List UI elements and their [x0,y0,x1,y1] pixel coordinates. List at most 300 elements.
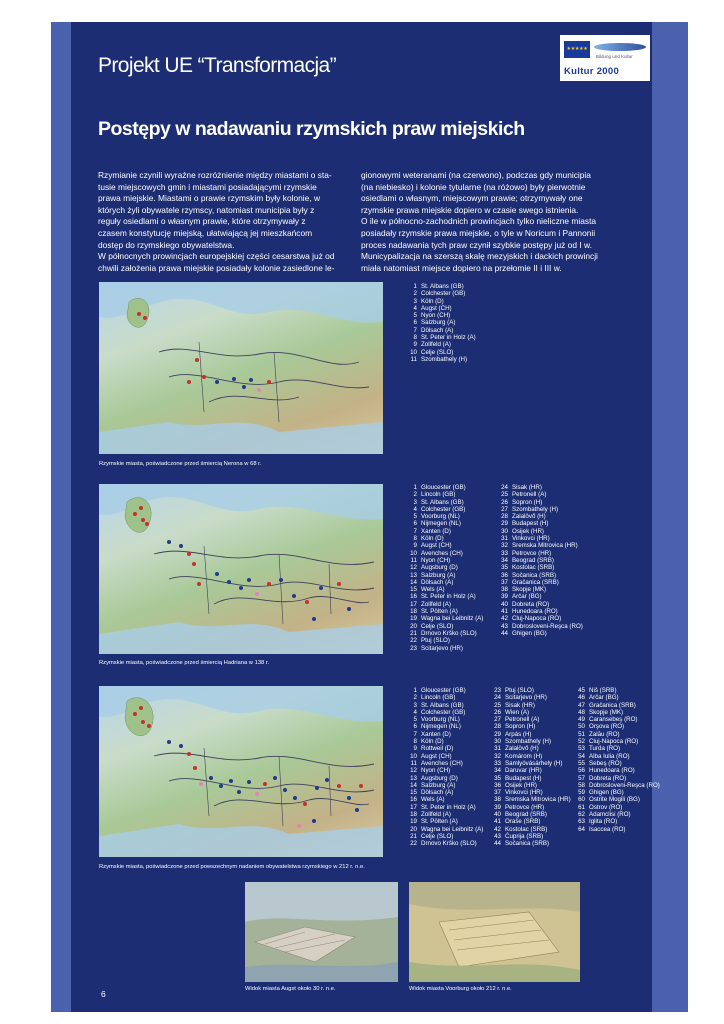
legend-town: Samlyóvásárhely (H) [505,759,563,767]
legend-town: Köln (D) [421,535,444,543]
map-212 [99,686,383,857]
legend-number: 34 [501,556,508,564]
legend-item [492,723,571,730]
legend-number: 43 [494,832,501,840]
intro-line: Municypalizacja na szerszą skalę mezyjskich i dackich prowincji [361,251,598,262]
legend-number: 63 [578,818,585,826]
intro-line: osiedlami o własnym, miejscowym prawie; otrzymywały one [361,193,583,204]
intro-line: prawa miejskie. Miastami o prawie rzymskim były kolonie, w [98,193,320,204]
legend-town: Petronell (A) [512,491,547,499]
legend-item [576,818,660,825]
intro-line: których żyli obywatele rzymscy, natomiast municipia były z [98,204,315,215]
legend-town: Dobreta (RO) [512,600,550,608]
legend-number: 52 [578,738,585,746]
legend-number: 29 [494,730,501,738]
legend-town: Sisak (HR) [505,701,535,709]
legend-number: 37 [494,789,501,797]
legend-town: Colchester (GB) [421,290,466,298]
legend-number: 12 [410,564,417,572]
legend-number: 54 [578,752,585,760]
legend-item [408,499,483,506]
legend-town: Ptuj (SLO) [505,687,534,694]
legend-item [408,789,483,796]
legend-town: Zalău (RO) [589,730,620,738]
legend-town: Ostrov (RO) [589,803,623,811]
legend-town: Zollfeld (A) [421,341,451,349]
legend-town: Niš (SRB) [589,687,617,694]
legend-item [408,305,476,312]
legend-number: 8 [413,738,417,746]
legend-number: 7 [413,326,417,334]
legend-number: 2 [413,290,417,298]
legend-number: 10 [410,752,417,760]
legend-item [408,745,483,752]
legend-town: Petrovce (HR) [505,803,545,811]
legend-town: Ćuprija (SRB) [505,832,544,840]
legend-town: Wagna bei Leibnitz (A) [421,825,484,833]
legend-number: 48 [578,708,585,716]
legend-item [492,796,571,803]
legend-item [492,818,571,825]
legend-town: St. Peter in Holz (A) [421,593,476,601]
legend-town: Dölsach (A) [421,789,454,797]
legend-item [499,491,583,498]
left-side-bar [51,22,71,1012]
legend-number: 5 [413,312,417,320]
legend-number: 7 [413,527,417,535]
legend-item [408,694,483,701]
legend-item [408,349,476,356]
legend-number: 18 [410,608,417,616]
legend-item [499,513,583,520]
legend-town: Zollfeld (A) [421,811,451,819]
legend-number: 28 [494,723,501,731]
legend-number: 13 [410,774,417,782]
legend-town: Dobreta (RO) [589,774,627,782]
legend-town: Salzburg (A) [421,781,456,789]
logo-tagline: Bildung und Kultur [596,54,633,59]
legend-item [499,484,583,491]
legend-item [499,542,583,549]
intro-line: rzymskie prawa miejskie dopiero w czasie swego istnienia. [361,204,579,215]
legend-number: 44 [494,840,501,848]
legend-number: 5 [413,513,417,521]
legend-town: Lincoln (GB) [421,694,456,702]
legend-number: 10 [410,348,417,356]
legend-town: Cluj-Napoca (RO) [512,615,562,623]
legend-item [408,550,483,557]
legend-item [408,319,476,326]
legend-town: Avenches (CH) [421,759,463,767]
legend-item [492,760,571,767]
legend-town: Osijek (HR) [512,527,544,535]
legend-item [492,789,571,796]
legend-number: 26 [494,708,501,716]
legend-town: Sopron (H) [512,498,543,506]
legend-number: 1 [413,283,417,290]
legend-town: Xanten (D) [421,527,451,535]
legend-town: Komárom (H) [505,752,543,760]
legend-number: 42 [501,615,508,623]
legend-town: Xanten (D) [421,730,451,738]
legend-number: 49 [578,716,585,724]
legend-number: 3 [413,701,417,709]
legend-number: 18 [410,811,417,819]
legend-item [408,535,483,542]
legend-town: Orşova (RO) [589,723,625,731]
legend-item [408,484,483,491]
legend-number: 9 [413,745,417,753]
legend-town: Lincoln (GB) [421,491,456,499]
legend-number: 17 [410,600,417,608]
legend-town: Celje (SLO) [421,832,454,840]
legend-number: 22 [410,637,417,645]
legend-town: Voorburg (NL) [421,513,460,521]
legend-item [408,327,476,334]
legend-town: Sebeş (RO) [589,759,622,767]
legend-item [499,593,583,600]
legend-number: 24 [501,484,508,491]
legend-item [499,572,583,579]
legend-item [408,283,476,290]
legend-town: Köln (D) [421,297,444,305]
legend-town: Budapest (H) [512,520,549,528]
legend-number: 27 [494,716,501,724]
legend-number: 47 [578,701,585,709]
legend-number: 23 [410,644,417,652]
project-title: Projekt UE “Transformacja” [98,54,337,77]
legend-item [576,716,660,723]
legend-town: Celje (SLO) [421,622,454,630]
legend-item [408,506,483,513]
intro-line: dostęp do rzymskiego obywatelstwa. [98,239,235,250]
legend-town: Rottweil (D) [421,745,454,753]
legend-item [492,833,571,840]
legend-number: 30 [494,738,501,746]
intro-line: reguły osiedlami o własnym prawie, które otrzymywały z [98,216,306,227]
legend-number: 29 [501,520,508,528]
legend-town: Nyon (CH) [421,767,451,775]
legend-number: 20 [410,825,417,833]
legend-number: 14 [410,578,417,586]
page-number: 6 [101,989,106,999]
legend-town: Petronell (A) [505,716,540,724]
intro-line: tusie miejscowych gmin i miastami posiadającymi rzymskie [98,181,317,192]
legend-item [408,290,476,297]
legend-item [492,687,571,694]
legend-number: 6 [413,520,417,528]
legend-number: 20 [410,622,417,630]
legend-item [408,572,483,579]
legend-item [492,753,571,760]
legend-number: 38 [501,586,508,594]
photo-caption: Widok miasta Voorburg około 212 r. n.e. [409,986,512,992]
legend-item [408,731,483,738]
legend-town: Szombathely (H) [505,738,552,746]
legend-town: Petrovce (HR) [512,549,552,557]
legend-item [499,520,583,527]
legend-number: 27 [501,505,508,513]
legend-town: Salzburg (A) [421,571,456,579]
map-caption: Rzymskie miasta, poświadczone przed powszechnym nadaniem obywatelstwa rzymskiego w 212 r. n.e. [99,864,365,870]
page-heading: Postępy w nadawaniu rzymskich praw miejskich [98,118,525,140]
legend-item [408,687,483,694]
legend-item [492,775,571,782]
legend-item [408,716,483,723]
legend-town: St. Albans (GB) [421,498,464,506]
legend-number: 24 [494,694,501,702]
legend-item [408,601,483,608]
legend-number: 17 [410,803,417,811]
photo-caption: Widok miasta Augst około 30 r. n.e. [245,986,336,992]
legend-item [492,738,571,745]
legend-item [499,499,583,506]
legend-town: Sremska Mitrovica (HR) [505,796,571,804]
intro-text-right [361,170,616,274]
legend-town: Gračanica (SRB) [512,578,559,586]
legend-town: Celje (SLO) [421,348,454,356]
legend-number: 2 [413,694,417,702]
legend-number: 8 [413,535,417,543]
legend-number: 11 [410,355,417,363]
legend-town: Nyon (CH) [421,556,451,564]
legend-town: Vinkovci (HR) [505,789,543,797]
legend-number: 4 [413,304,417,312]
legend-town: Nijmegen (NL) [421,723,461,731]
legend-town: Scitarjevo (HR) [421,644,463,652]
legend-town: Alba Iulia (RO) [589,752,630,760]
legend-item [408,760,483,767]
legend-number: 8 [413,334,417,342]
legend-number: 1 [413,687,417,694]
eu-flag-icon: ★★★★★ [564,41,590,58]
legend-item [408,341,476,348]
legend-item [576,753,660,760]
intro-line: czasem konstytucję miejską, ułatwiającą jej mieszkańcom [98,227,313,238]
legend-item [492,811,571,818]
legend-item [576,789,660,796]
legend-town: Hunedoara (RO) [512,608,558,616]
legend-item [499,608,583,615]
legend-town: Augsburg (D) [421,774,458,782]
legend-number: 45 [578,687,585,694]
legend-item [408,804,483,811]
legend-number: 26 [501,498,508,506]
legend-town: Wels (A) [421,796,445,804]
legend-number: 41 [494,818,501,826]
legend-town: Vinkovci (HR) [512,535,550,543]
legend-town: St. Peter in Holz (A) [421,334,476,342]
legend-item [408,826,483,833]
legend-item [492,716,571,723]
legend-town: St. Albans (GB) [421,283,464,290]
legend-number: 61 [578,803,585,811]
legend-town: Wels (A) [421,586,445,594]
legend-number: 39 [501,593,508,601]
intro-line: Rzymianie czynili wyraźne rozróżnienie między miastami o sta- [98,170,332,180]
legend-item [492,840,571,847]
legend-number: 44 [501,629,508,637]
legend-town: Skopje (MK) [589,708,624,716]
legend-item [576,687,660,694]
legend-town: Hunedoara (RO) [589,767,635,775]
map-nero-68 [99,282,383,454]
legend-town: Sočanica (SRB) [505,840,550,848]
right-side-bar [652,22,688,1012]
legend-number: 55 [578,759,585,767]
legend-number: 16 [410,796,417,804]
voorburg-reconstruction-image [409,882,580,982]
legend-item [576,826,660,833]
legend-item [408,334,476,341]
legend-number: 1 [413,484,417,491]
legend-number: 6 [413,723,417,731]
legend-item [408,833,483,840]
legend-town: Cluj-Napoca (RO) [589,738,639,746]
legend-item [492,694,571,701]
legend-town: Gloucester (GB) [421,687,466,694]
legend-item [499,601,583,608]
legend-town: Avenches (CH) [421,549,463,557]
legend-town: Daruvar (HR) [505,767,542,775]
legend-town: Sremska Mitrovica (HR) [512,542,578,550]
legend-item [576,702,660,709]
legend-number: 4 [413,708,417,716]
map-legend [408,283,476,363]
legend-number: 37 [501,578,508,586]
legend-item [576,782,660,789]
legend-town: Iglita (RO) [589,818,618,826]
legend-number: 15 [410,789,417,797]
legend-number: 5 [413,716,417,724]
legend-number: 4 [413,505,417,513]
legend-town: Gračanica (SRB) [589,701,636,709]
legend-town: Sopron (H) [505,723,536,731]
legend-item [408,608,483,615]
logo-swoosh [594,43,646,51]
intro-line: W północnych prowincjach europejskiej części cesarstwa już od [98,251,335,262]
legend-item [576,760,660,767]
legend-town: Beograd (SRB) [505,811,547,819]
intro-text-left [98,170,353,274]
legend-town: Caransebeş (RO) [589,716,638,724]
legend-number: 33 [494,759,501,767]
legend-item [576,731,660,738]
legend-item [408,615,483,622]
legend-item [408,513,483,520]
legend-town: Arpás (H) [505,730,532,738]
map-legend [499,484,583,637]
legend-item [408,520,483,527]
legend-number: 35 [501,564,508,572]
legend-number: 2 [413,491,417,499]
legend-item [492,782,571,789]
legend-number: 6 [413,319,417,327]
legend-number: 7 [413,730,417,738]
legend-item [499,579,583,586]
legend-number: 39 [494,803,501,811]
legend-item [408,637,483,644]
legend-item [408,818,483,825]
legend-town: Drnovo Krško (SLO) [421,629,477,637]
legend-number: 53 [578,745,585,753]
legend-item [499,586,583,593]
legend-town: Ghigen (BG) [589,789,624,797]
legend-number: 25 [494,701,501,709]
legend-number: 15 [410,586,417,594]
legend-number: 32 [494,752,501,760]
legend-number: 12 [410,767,417,775]
legend-number: 9 [413,341,417,349]
legend-town: Zalalövő (H) [505,745,539,753]
intro-line: gionowymi weteranami (na czerwono), podczas gdy municipia [361,170,591,180]
legend-item [408,702,483,709]
augst-reconstruction-image [245,882,398,982]
legend-number: 33 [501,549,508,557]
map-legend [576,687,660,833]
kultur-2000-logo [560,35,650,81]
legend-item [408,630,483,637]
legend-number: 40 [494,811,501,819]
intro-line: proces nadawania tych praw czynił szybkie postępy już od I w. [361,239,592,250]
legend-number: 64 [578,825,585,833]
legend-number: 56 [578,767,585,775]
legend-number: 46 [578,694,585,702]
legend-item [408,709,483,716]
legend-town: Ghigen (BG) [512,629,547,637]
legend-town: Wagna bei Leibnitz (A) [421,615,484,623]
legend-number: 41 [501,608,508,616]
legend-item [408,528,483,535]
legend-town: Augsburg (D) [421,564,458,572]
legend-item [408,840,483,847]
legend-number: 28 [501,513,508,521]
legend-number: 21 [410,629,417,637]
legend-item [499,623,583,630]
logo-name: Kultur 2000 [564,66,620,77]
legend-town: St. Pölten (A) [421,608,458,616]
intro-line: posiadały rzymskie prawa miejskie, o tyle w Noricum i Pannonii [361,227,596,238]
legend-item [576,775,660,782]
legend-number: 11 [410,759,417,767]
legend-number: 19 [410,818,417,826]
legend-number: 40 [501,600,508,608]
legend-item [492,826,571,833]
map-caption: Rzymskie miasta, poświadczone przed śmiercią Nerona w 68 r. [99,461,262,467]
legend-town: Augst (CH) [421,304,452,312]
legend-town: Drnovo Krško (SLO) [421,840,477,848]
legend-town: Dobrosloveni-Reşca (RO) [589,781,660,789]
legend-number: 35 [494,774,501,782]
legend-town: Sisak (HR) [512,484,542,491]
legend-town: Nijmegen (NL) [421,520,461,528]
legend-item [576,745,660,752]
legend-item [492,804,571,811]
legend-item [492,709,571,716]
legend-town: Ptuj (SLO) [421,637,450,645]
legend-town: Dölsach (A) [421,578,454,586]
intro-line: chwili założenia prawa miejskie posiadały kolonie zasiedlone le- [98,262,335,273]
legend-town: Dölsach (A) [421,326,454,334]
legend-town: Zalalövő (H) [512,513,546,521]
legend-town: Wien (A) [505,708,530,716]
legend-number: 34 [494,767,501,775]
legend-town: Beograd (SRB) [512,556,554,564]
legend-town: Sočanica (SRB) [512,571,557,579]
legend-town: Adamclisi (RO) [589,811,631,819]
legend-number: 62 [578,811,585,819]
legend-item [408,586,483,593]
